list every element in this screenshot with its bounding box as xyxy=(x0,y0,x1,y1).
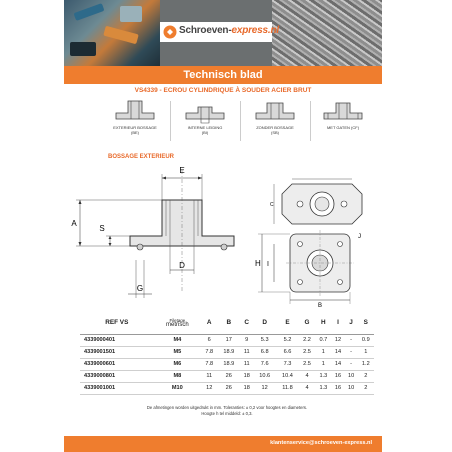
table-cell: 1 xyxy=(315,346,331,358)
logo-text xyxy=(179,25,279,36)
table-cell: 26 xyxy=(217,370,240,382)
table-cell: 18 xyxy=(240,370,253,382)
table-cell: 5.2 xyxy=(276,334,299,346)
col-metrisch: metrisch xyxy=(166,321,189,328)
table-cell: 18.9 xyxy=(217,358,240,370)
plan-view-drawing xyxy=(250,228,376,308)
table-cell: M10 xyxy=(154,382,202,394)
cell-ref: 4339000401 xyxy=(80,334,154,346)
table-cell: 11 xyxy=(240,346,253,358)
table-cell: 12 xyxy=(253,382,276,394)
footer-bar xyxy=(64,436,382,452)
table-cell: 2.5 xyxy=(299,358,315,370)
table-cell: 7.8 xyxy=(201,358,217,370)
table-cell: 1.3 xyxy=(315,382,331,394)
table-cell: 4 xyxy=(299,370,315,382)
table-cell: M6 xyxy=(154,358,202,370)
variant-interne-drawing xyxy=(180,97,230,125)
table-cell: - xyxy=(345,358,358,370)
dim-label-b: B xyxy=(317,303,323,308)
variant-code: (BE) xyxy=(131,130,139,135)
variant-interne-leiding xyxy=(174,97,236,147)
variant-label: ZONDER BOSSAGE xyxy=(256,125,294,130)
variant-label: MET GATEN (CF) xyxy=(326,125,360,130)
col-b: B xyxy=(217,312,240,334)
table-cell: 16 xyxy=(331,370,344,382)
table-row xyxy=(80,358,374,370)
table-row xyxy=(80,370,374,382)
col-c: C xyxy=(240,312,253,334)
col-ref: REF VS xyxy=(80,312,154,334)
table-cell: 6.6 xyxy=(276,346,299,358)
table-cell: 1.3 xyxy=(315,370,331,382)
dim-label-c: C xyxy=(270,202,274,208)
table-cell: 17 xyxy=(217,334,240,346)
col-a: A xyxy=(201,312,217,334)
cell-ref: 4339000801 xyxy=(80,370,154,382)
variant-zonder-drawing xyxy=(250,97,300,125)
header-banner xyxy=(64,0,382,66)
side-view-drawing xyxy=(66,162,276,302)
table-cell: - xyxy=(345,346,358,358)
table-cell: 26 xyxy=(217,382,240,394)
title-bar xyxy=(64,66,382,84)
dim-label-a: A xyxy=(71,219,77,228)
col-h: H xyxy=(315,312,331,334)
table-cell: 5.3 xyxy=(253,334,276,346)
table-body xyxy=(80,334,374,394)
table-cell: 11.8 xyxy=(276,382,299,394)
variant-code: (SB) xyxy=(271,130,279,135)
variant-zonder-bossage xyxy=(244,97,306,147)
variant-label: EXTERIEUR BOSSAGE xyxy=(113,125,157,130)
table-cell: 1 xyxy=(358,346,374,358)
table-cell: 1.2 xyxy=(358,358,374,370)
variant-thumbnails xyxy=(104,97,374,147)
header-photo-screws xyxy=(272,0,382,66)
table-cell: 10.4 xyxy=(276,370,299,382)
dim-label-h: H xyxy=(255,259,261,268)
col-d: D xyxy=(253,312,276,334)
top-view-drawing xyxy=(266,176,378,232)
divider xyxy=(170,101,171,141)
table-cell: 2 xyxy=(358,382,374,394)
table-cell: 9 xyxy=(240,334,253,346)
variant-met-gaten-drawing xyxy=(318,97,368,125)
col-s: S xyxy=(358,312,374,334)
dim-label-d: D xyxy=(179,261,185,270)
table-cell: 2 xyxy=(358,370,374,382)
table-cell: 1 xyxy=(315,358,331,370)
brand-name: Schroeven- xyxy=(179,25,232,36)
table-cell: 2.2 xyxy=(299,334,315,346)
table-cell: 2.5 xyxy=(299,346,315,358)
col-g: G xyxy=(299,312,315,334)
table-cell: - xyxy=(345,334,358,346)
table-row xyxy=(80,334,374,346)
table-cell: 18 xyxy=(240,382,253,394)
header-photo-tools xyxy=(64,0,160,66)
table-cell: 4 xyxy=(299,382,315,394)
col-i: I xyxy=(331,312,344,334)
table-cell: 11 xyxy=(240,358,253,370)
footer-email-link[interactable]: klantenservice@schroeven-express.nl xyxy=(270,440,372,446)
dim-label-j: J xyxy=(358,234,361,240)
variant-code: (BI) xyxy=(201,130,209,135)
table-cell: 0.9 xyxy=(358,334,374,346)
table-cell: 6.8 xyxy=(253,346,276,358)
table-cell: 11 xyxy=(201,370,217,382)
note-line-2: Hoogte h tel middeld: ± 0,3. xyxy=(201,411,253,416)
cell-ref: 4339001501 xyxy=(80,346,154,358)
divider xyxy=(310,101,311,141)
table-cell: 10.6 xyxy=(253,370,276,382)
table-cell: 12 xyxy=(331,334,344,346)
table-cell: 0.7 xyxy=(315,334,331,346)
logo-icon xyxy=(163,25,177,39)
table-cell: 14 xyxy=(331,358,344,370)
col-j: J xyxy=(345,312,358,334)
table-cell: 6 xyxy=(201,334,217,346)
table-cell: 7.6 xyxy=(253,358,276,370)
table-cell: M8 xyxy=(154,370,202,382)
table-cell: 7.3 xyxy=(276,358,299,370)
brand-accent: express.nl xyxy=(231,25,279,36)
table-cell: M5 xyxy=(154,346,202,358)
section-label: BOSSAGE EXTERIEUR xyxy=(108,154,175,160)
variant-exterior-bossage xyxy=(104,97,166,147)
table-cell: 10 xyxy=(345,370,358,382)
spec-table xyxy=(80,312,374,395)
product-subtitle: VS4339 - ECROU CYLINDRIQUE À SOUDER ACIER BRUT xyxy=(134,87,312,94)
table-row xyxy=(80,346,374,358)
cell-ref: 4339000601 xyxy=(80,358,154,370)
table-cell: 16 xyxy=(331,382,344,394)
table-header-row xyxy=(80,312,374,334)
table-cell: 7.8 xyxy=(201,346,217,358)
note-line-1: De afmetingen worden uitgedrukt in mm. Toleranties: ± 0,2 voor hoogtes en diameters. xyxy=(146,405,308,410)
divider xyxy=(240,101,241,141)
cell-ref: 4339001001 xyxy=(80,382,154,394)
tolerance-note xyxy=(80,405,374,417)
table-cell: 10 xyxy=(345,382,358,394)
col-e: E xyxy=(276,312,299,334)
table-row xyxy=(80,382,374,394)
dim-label-e: E xyxy=(179,166,185,175)
variant-exterior-drawing xyxy=(110,97,160,125)
variant-met-gaten xyxy=(312,97,374,147)
variant-label: INTERNE LEIDING xyxy=(187,125,223,130)
table-cell: 18.9 xyxy=(217,346,240,358)
table-cell: M4 xyxy=(154,334,202,346)
table-cell: 12 xyxy=(201,382,217,394)
col-filetage-small: Filetage xyxy=(169,317,186,323)
table-cell: 14 xyxy=(331,346,344,358)
dim-label-g: G xyxy=(136,284,144,293)
dim-label-i: I xyxy=(267,261,269,268)
logo[interactable] xyxy=(160,22,279,42)
page-title: Technisch blad xyxy=(183,69,263,81)
dim-label-s: S xyxy=(99,224,105,233)
col-filetage xyxy=(154,312,202,334)
